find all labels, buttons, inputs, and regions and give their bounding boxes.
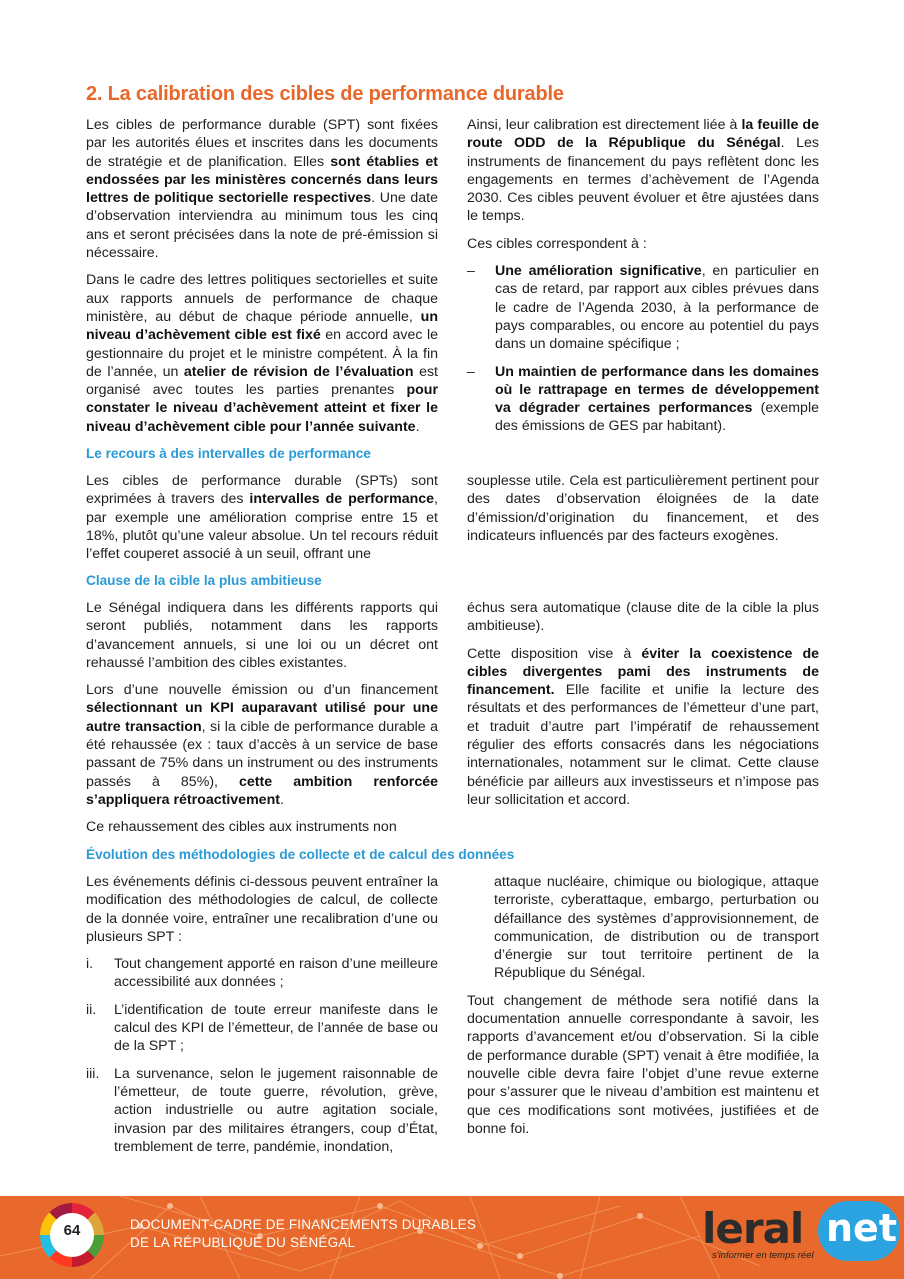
paragraph: échus sera automatique (clause dite de la cible la plus ambitieuse). bbox=[467, 600, 819, 635]
list-marker: iii. bbox=[86, 1065, 100, 1082]
paragraph: Cette disposition vise à éviter la coexistence de cibles divergentes pami des instruments de financement. Elle facilite et unifie la lecture des résultats et des performances de l’émetteur d’une part, et traduit d’autre part l’impératif de rehaussement régulier des efforts consacrés dans les négociations internationales, notamment sur le climat. Cette clause bénéficie par ailleurs aux investisseurs et n’impose pas leur sollicitation et accord. bbox=[467, 645, 819, 808]
dash-marker: – bbox=[467, 363, 475, 380]
section4-left-column bbox=[86, 873, 438, 1165]
list-item bbox=[86, 1001, 438, 1056]
list-item bbox=[86, 1065, 438, 1156]
bold-text: sont établies et endossées par les ministères concernés dans leurs lettres de politique sectorielle respectives bbox=[86, 153, 438, 207]
paragraph: souplesse utile. Cela est particulièrement pertinent pour des dates d’observation éloignées de la date d’émission/d’origination du financement, et des indicateurs influencés par des facteurs exogènes. bbox=[467, 473, 819, 544]
list-continuation: attaque nucléaire, chimique ou biologique, attaque terroriste, cyberattaque, embargo, perturbation ou défaillance des systèmes d’approvisionnement, de communication, de distribution ou de transport d’énergie sur tout territoire pertinent de la République du Sénégal. bbox=[494, 874, 819, 982]
dash-marker: – bbox=[467, 263, 475, 280]
subheading-clause: Clause de la cible la plus ambitieuse bbox=[86, 573, 322, 588]
paragraph: Tout changement de méthode sera notifié dans la documentation annuelle correspondante à savoir, les rapports d’avancement et/ou d’observation. Si la cible de performance durable (SPT) venait à être modifiée, la nouvelle cible devra faire l’objet d’une revue externe pour s’assurer que le niveau d’ambition est maintenu et que ces modifications sont motivées, justifiées et de bonne foi. bbox=[467, 992, 819, 1137]
section3-right-column bbox=[467, 599, 819, 818]
paragraph: Ce rehaussement des cibles aux instruments non bbox=[86, 819, 397, 836]
bold-text: Un maintien de performance dans les domaines où le rattrapage en termes de développement va dégrader certaines performances bbox=[495, 363, 819, 417]
footer-title-line2: DE LA RÉPUBLIQUE DU SÉNÉGAL bbox=[130, 1235, 356, 1250]
net-logo-text: net bbox=[826, 1206, 897, 1250]
logo-tagline: s'informer en temps réel bbox=[712, 1250, 814, 1261]
list-item-text: La survenance, selon le jugement raisonnable de l’émetteur, de toute guerre, révolution, grève, action industrielle ou autre agitation sociale, invasion par des militaires étrangers, coup d’État, tremblement de terre, pandémie, inondation, bbox=[114, 1065, 438, 1155]
section2-right-column bbox=[467, 472, 819, 554]
footer-title-line1: DOCUMENT-CADRE DE FINANCEMENTS DURABLES bbox=[130, 1217, 477, 1232]
paragraph: Lors d’une nouvelle émission ou d’un financement sélectionnant un KPI auparavant utilisé pour une autre transaction, si la cible de performance durable a été rehaussée (ex : taux d’accès à un service de base passant de 75% dans un instrument ou des instruments passés à 85%), cette ambition renforcée s’appliquera rétroactivement. bbox=[86, 682, 439, 808]
paragraph: Les cibles de performance durable (SPT) sont fixées par les autorités élues et inscrites dans les documents de stratégie et de planification. Elles sont établies et endossées par les ministères concernés dans leurs lettres de politique sectorielle respectives. Une date d’observation interviendra au minimum tous les cinq ans et seront précisées dans la note de pré-émission si nécessaire. bbox=[86, 117, 439, 262]
section1-right-column bbox=[467, 116, 819, 445]
paragraph: Dans le cadre des lettres politiques sectorielles et suite aux rapports annuels de performance de chaque ministère, au début de chaque période annuelle, un niveau d’achèvement cible est fixé en accord avec le gestionnaire du projet et le ministre compétent. À la fin de l’année, un atelier de révision de l’évaluation est organisé avec toutes les parties prenantes pour constater le niveau d’achèvement atteint et fixer le niveau d’achèvement cible pour l’année suivante. bbox=[86, 272, 438, 435]
list-item bbox=[467, 262, 819, 353]
bold-text: atelier de révision de l’évaluation bbox=[183, 363, 414, 380]
list-marker: i. bbox=[86, 956, 94, 973]
bold-text: sélectionnant un KPI auparavant utilisé pour une autre transaction bbox=[86, 700, 438, 735]
section2-left-column bbox=[86, 472, 438, 572]
bold-text: éviter la coexistence de cibles divergentes pami des instruments de financement. bbox=[467, 645, 819, 699]
bold-text: la feuille de route ODD de la République du Sénégal bbox=[467, 117, 819, 152]
list-item-text: Une amélioration significative, en particulier en cas de retard, par rapport aux cibles prévues dans le cadre de l’Agenda 2030, à la performance de pays comparables, ou encore au potentiel du pays dans un domaine spécifique ; bbox=[495, 263, 819, 353]
paragraph: Ainsi, leur calibration est directement liée à la feuille de route ODD de la République du Sénégal. Les instruments de financement du pays reflètent donc les engagements en termes d’achèvement de l’Agenda 2030. Ces cibles peuvent évoluer et être ajustées dans le temps. bbox=[467, 117, 819, 225]
lead-text: Ces cibles correspondent à : bbox=[467, 235, 647, 252]
paragraph: Les cibles de performance durable (SPTs) sont exprimées à travers des intervalles de performance, par exemple une amélioration comprise entre 15 et 18%, plutôt qu’une valeur absolue. Un tel recours réduit l’effet couperet associé à un seuil, offrant une bbox=[86, 473, 438, 563]
subheading-intervalles: Le recours à des intervalles de performance bbox=[86, 446, 371, 461]
list-item-text: Tout changement apporté en raison d’une meilleure accessibilité aux données ; bbox=[114, 956, 438, 991]
section-title: 2. La calibration des cibles de performance durable bbox=[86, 83, 564, 105]
section4-right-column bbox=[467, 873, 819, 1147]
bold-text: intervalles de performance bbox=[249, 491, 435, 508]
list-item-text: L’identification de toute erreur manifeste dans le calcul des KPI de l’émetteur, de l’année de base ou de la SPT ; bbox=[114, 1001, 438, 1055]
list-item bbox=[86, 955, 438, 992]
paragraph: Les événements définis ci-dessous peuvent entraîner la modification des méthodologies de calcul, de collecte de la donnée voire, entraîner une recalibration d’une ou plusieurs SPT : bbox=[86, 874, 438, 945]
bold-text: pour constater le niveau d’achèvement atteint et fixer le niveau d’achèvement cible pour l’année suivante bbox=[86, 382, 438, 435]
bold-text: Une amélioration significative bbox=[495, 263, 702, 280]
list-item-text: Un maintien de performance dans les domaines où le rattrapage en termes de développement va dégrader certaines performances (exemple des émissions de GES par habitant). bbox=[495, 363, 819, 435]
subheading-evolution: Évolution des méthodologies de collecte et de calcul des données bbox=[86, 847, 515, 862]
leral-logo-text: leral bbox=[702, 1204, 804, 1253]
paragraph: Le Sénégal indiquera dans les différents rapports qui seront publiés, notamment dans les rapports d’avancement annuels, si une loi ou un décret ont rehaussé l’ambition des cibles existantes. bbox=[86, 600, 438, 671]
bold-text: cette ambition renforcée s’appliquera rétroactivement bbox=[86, 773, 439, 808]
list-marker: ii. bbox=[86, 1001, 97, 1018]
bold-text: un niveau d’achèvement cible est fixé bbox=[86, 308, 438, 344]
section1-left-column bbox=[86, 116, 438, 445]
list-item bbox=[467, 363, 819, 436]
section3-left-column bbox=[86, 599, 438, 846]
page-number: 64 bbox=[63, 1222, 81, 1239]
